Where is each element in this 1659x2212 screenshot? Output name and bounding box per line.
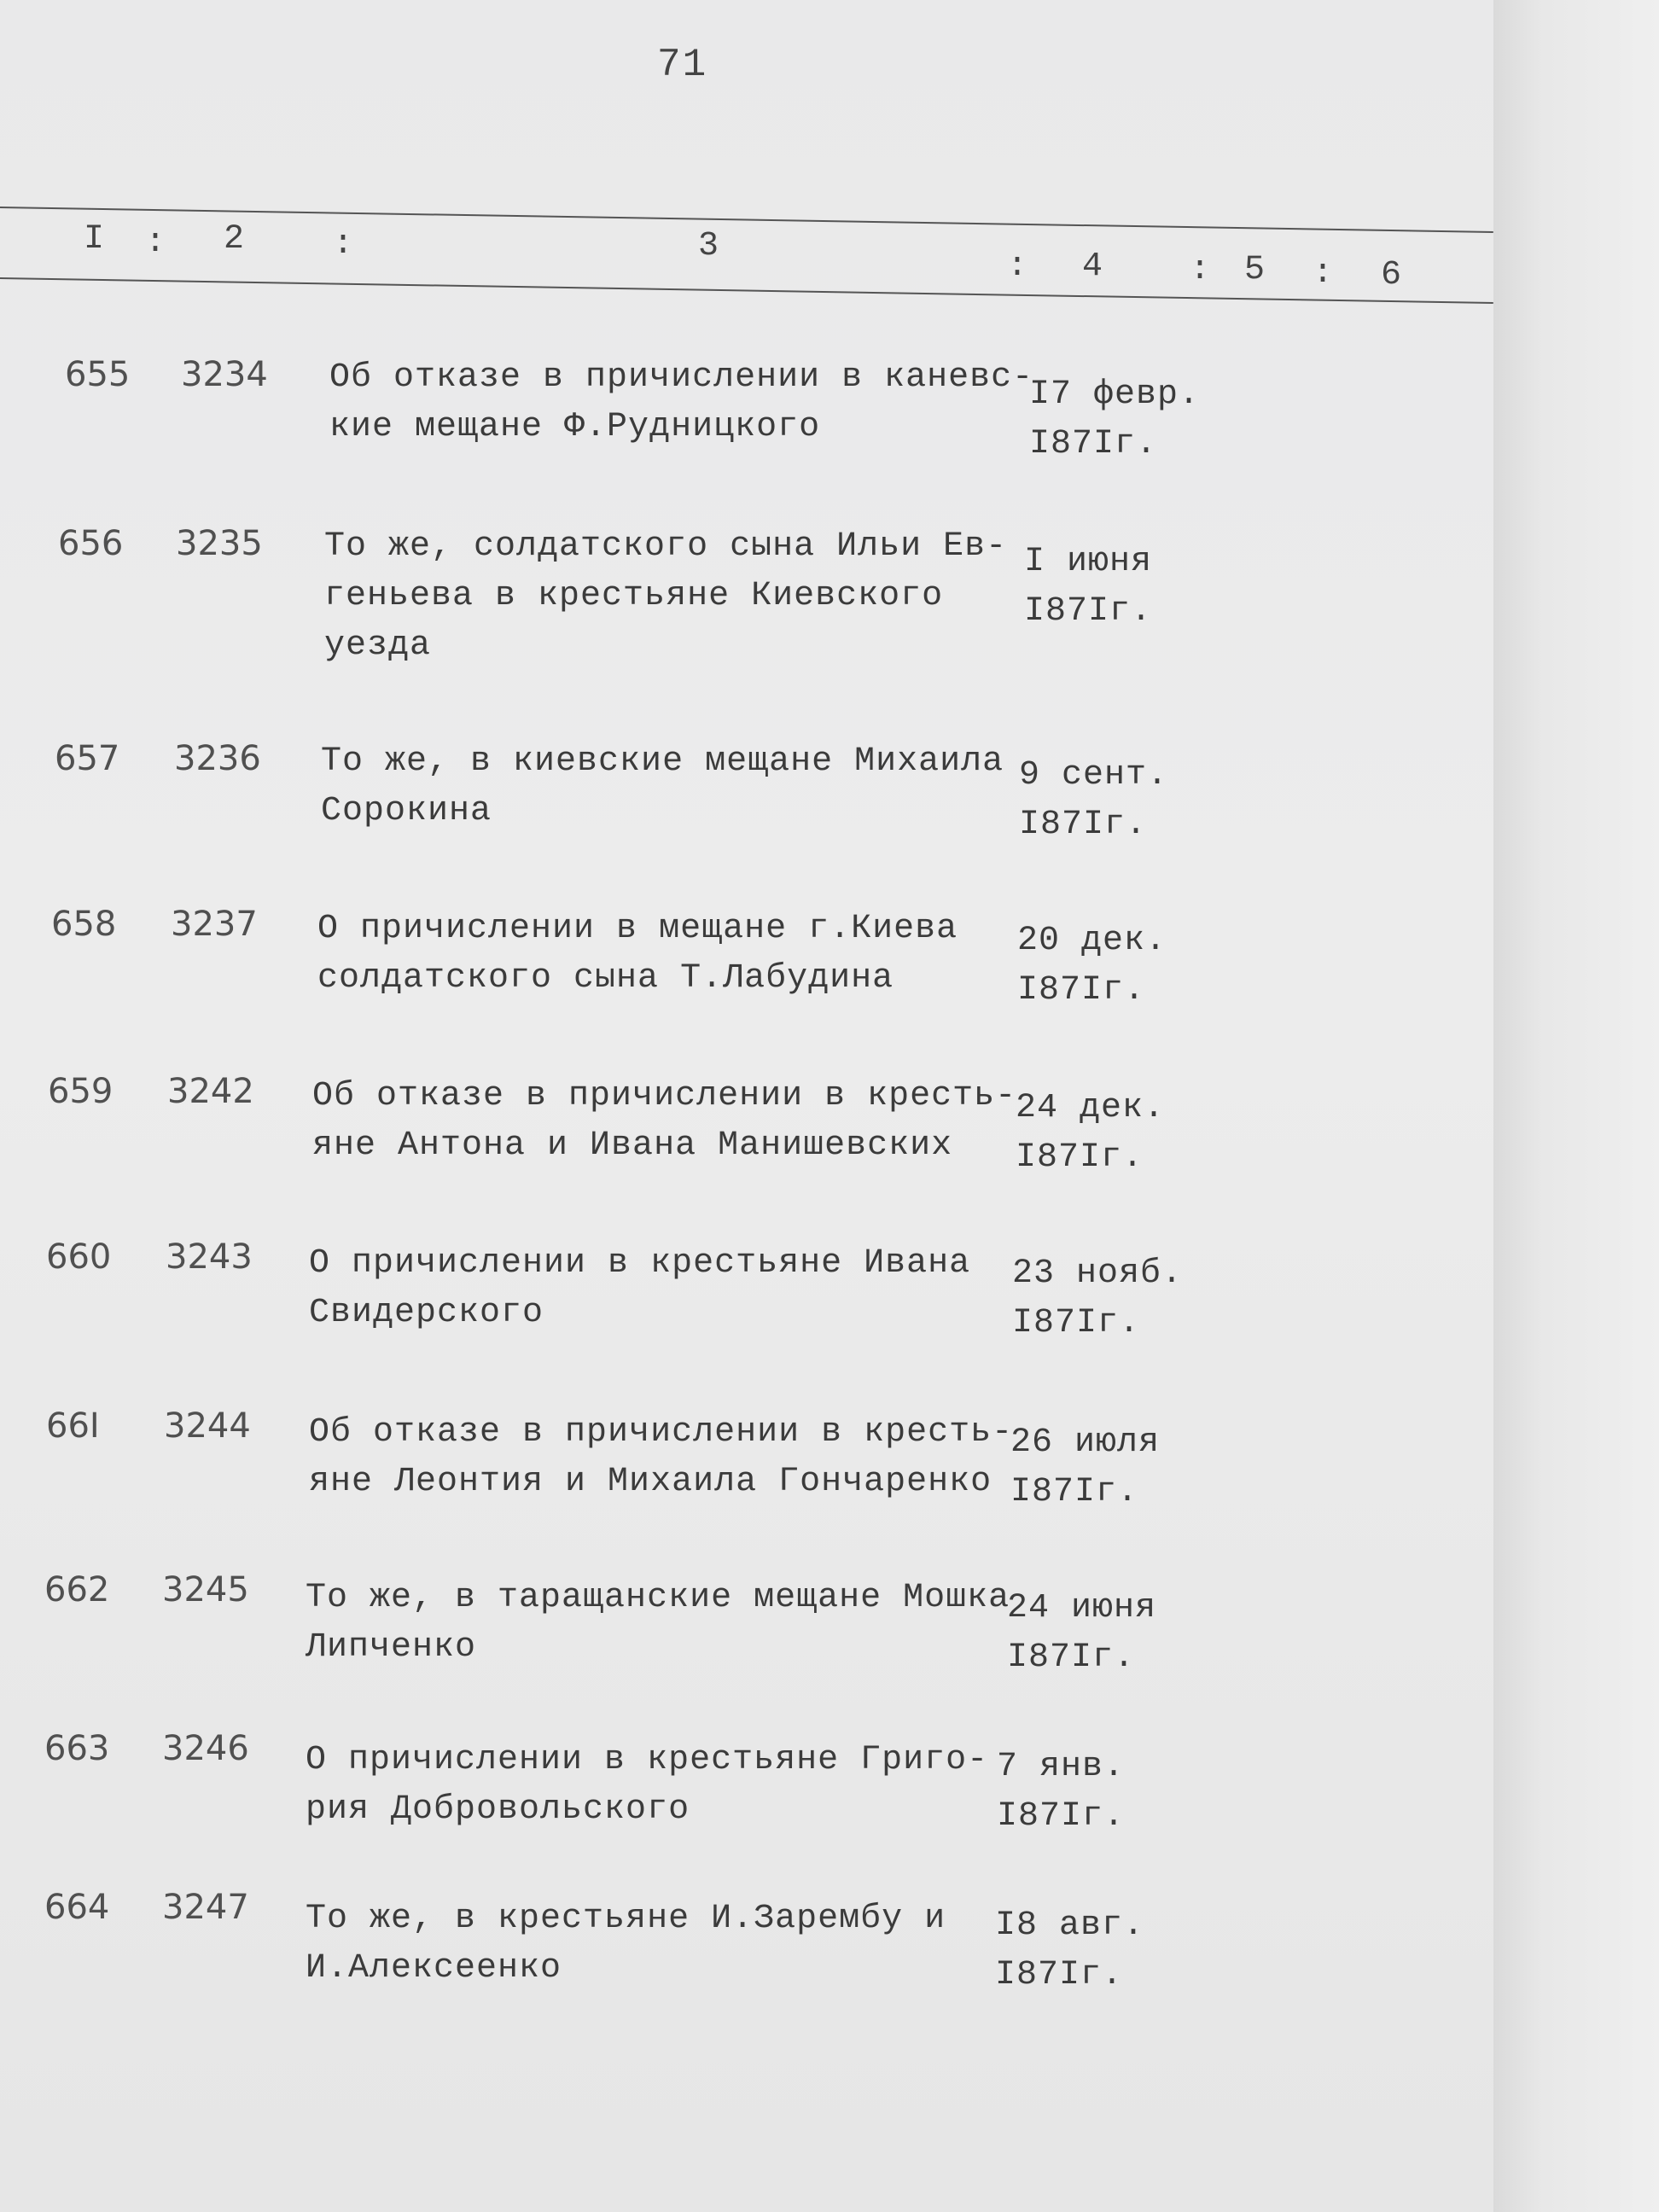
row-number: 664 [44,1888,110,1927]
description-line: кие мещане Ф.Рудницкого [329,408,821,446]
file-number: 3247 [162,1888,249,1927]
page-edge [1493,0,1659,2212]
description-line: уезда [324,626,432,665]
row-number: 662 [44,1570,110,1610]
file-number: 3246 [162,1729,249,1768]
date-year: I87Iг. [1010,1473,1139,1511]
file-number: 3236 [174,739,261,778]
description-line: О причислении в крестьяне Григо- [306,1741,989,1779]
row-number: 66I [46,1406,100,1446]
date-line: 26 июля [1010,1423,1161,1462]
column-header-6: 6 [1381,256,1402,294]
row-number: 660 [46,1237,112,1277]
description-line: геньева в крестьяне Киевского [324,577,944,615]
description-line: Об отказе в причислении в кресть- [309,1413,1014,1452]
column-header-4: 4 [1082,247,1103,286]
column-separator: : [1190,251,1211,289]
date-line: 9 сент. [1019,756,1169,795]
row-number: 655 [65,355,131,394]
date-year: I87Iг. [995,1956,1124,1994]
description-line: И.Алексеенко [306,1949,562,1988]
description-line: О причислении в крестьяне Ивана [309,1244,971,1283]
date-line: I7 февр. [1029,375,1201,414]
date-line: 24 дек. [1016,1089,1166,1127]
date-year: I87Iг. [1012,1304,1141,1342]
file-number: 3243 [166,1237,253,1277]
description-line: Об отказе в причислении в кресть- [312,1077,1017,1115]
date-year: I87Iг. [997,1797,1126,1836]
file-number: 3234 [181,355,268,394]
description-line: солдатского сына Т.Лабудина [317,959,894,998]
date-year: I87Iг. [1007,1639,1136,1677]
date-line: I июня [1024,543,1153,581]
column-separator: : [333,225,354,264]
row-number: 663 [44,1729,110,1768]
column-header-5: 5 [1244,251,1266,289]
description-line: То же, в киевские мещане Михаила [321,742,1004,781]
description-line: яне Леонтия и Михаила Гончаренко [309,1463,992,1501]
description-line: рия Добровольского [306,1790,690,1829]
column-separator: : [145,224,166,262]
column-separator: : [1313,254,1334,293]
description-line: Сорокина [321,792,492,830]
row-number: 656 [58,524,124,563]
file-number: 3242 [167,1072,254,1111]
date-line: 24 июня [1007,1589,1157,1627]
row-number: 657 [55,739,120,778]
column-header-3: 3 [698,227,719,265]
description-line: Свидерского [309,1294,544,1332]
file-number: 3237 [171,905,258,944]
row-number: 659 [48,1072,114,1111]
column-separator: : [1007,247,1028,286]
file-number: 3235 [176,524,263,563]
date-year: I87Iг. [1019,806,1148,844]
description-line: О причислении в мещане г.Киева [317,910,958,948]
description-line: Об отказе в причислении в каневс- [329,358,1034,397]
date-line: I8 авг. [995,1906,1145,1945]
date-year: I87Iг. [1017,971,1146,1010]
row-number: 658 [51,905,117,944]
description-line: То же, в крестьяне И.Зарембу и [306,1900,946,1938]
description-line: яне Антона и Ивана Манишевских [312,1126,953,1165]
column-header-2: 2 [224,220,245,259]
date-year: I87Iг. [1029,425,1158,463]
column-header-1: I [84,220,105,259]
description-line: То же, солдатского сына Ильи Ев- [324,527,1008,566]
description-line: Липченко [306,1628,477,1667]
description-line: То же, в таращанские мещане Мошка [306,1579,1010,1617]
page-number: 71 [657,43,708,87]
date-year: I87Iг. [1024,592,1153,631]
date-line: 20 дек. [1017,922,1167,960]
file-number: 3244 [164,1406,251,1446]
date-line: 7 янв. [997,1748,1126,1786]
date-year: I87Iг. [1016,1138,1144,1177]
date-line: 23 нояб. [1012,1254,1184,1293]
file-number: 3245 [162,1570,249,1610]
